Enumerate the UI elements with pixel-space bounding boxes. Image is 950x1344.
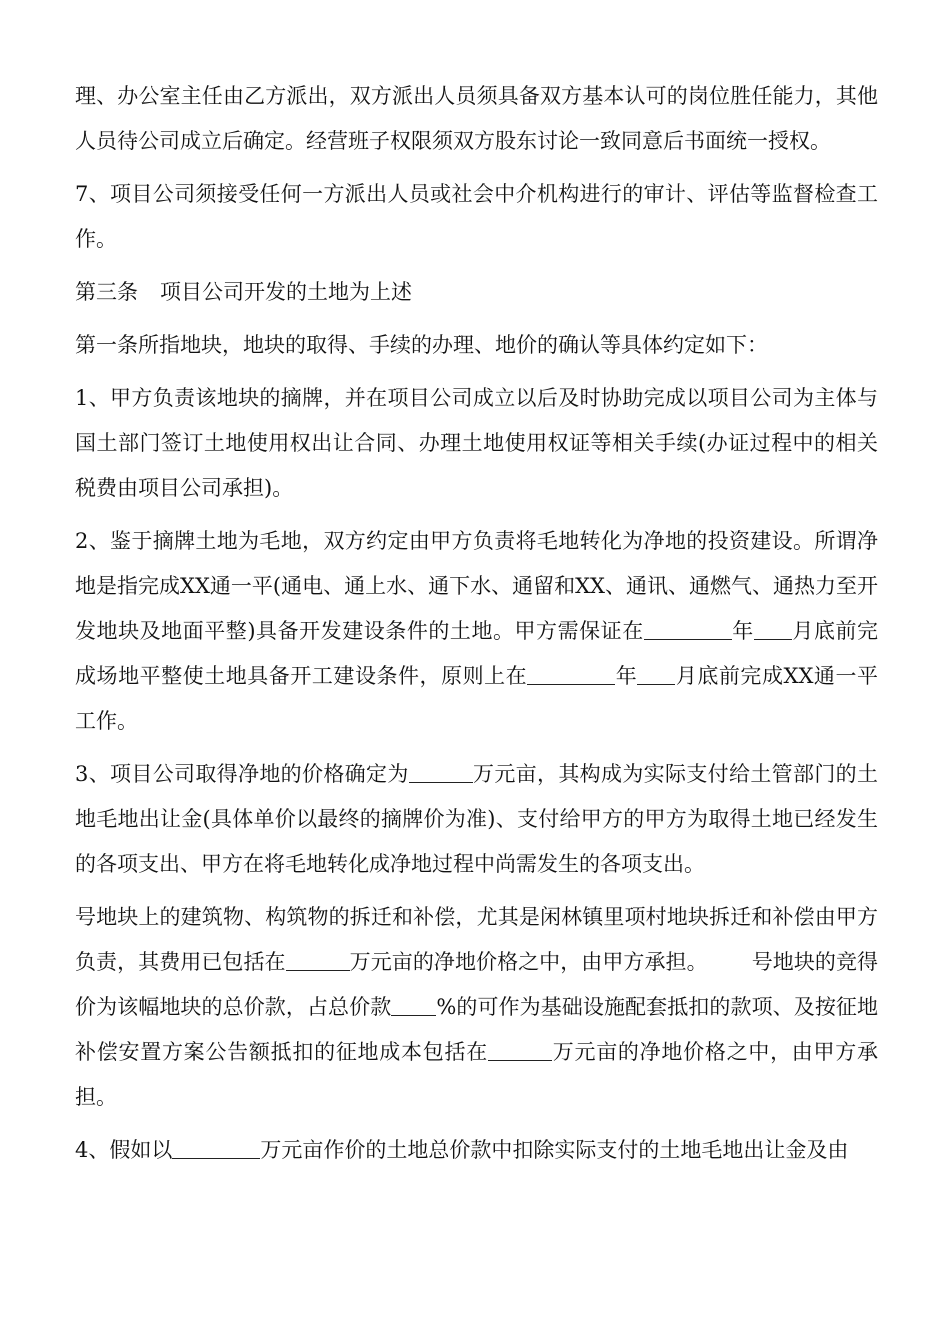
paragraph-text: 万元亩的净地价格之中，由甲方承担。 (349, 950, 708, 974)
paragraph-item-7 (75, 172, 878, 262)
paragraph-item-1 (75, 376, 878, 511)
blank-year-1 (644, 615, 732, 640)
paragraph-text: 3、项目公司取得净地的价格确定为 (75, 762, 409, 786)
paragraph-text: 万元亩的净地价格之中，由甲方承担。 (75, 1040, 879, 1109)
paragraph-text: %的可作为基础设施配套抵扣的款项、及按征地补偿安置方案公告额抵扣的征地成本包括在 (75, 995, 879, 1064)
blank-price (172, 1134, 260, 1159)
blank-price (409, 758, 473, 783)
paragraph-text: 万元亩，其构成为实际支付给土管部门的土地毛地出让金(具体单价以最终的摘牌价为准)、支付给甲方的甲方为取得土地已经发生的各项支出、甲方在将毛地转化成净地过程中尚需发生的各项支出。 (75, 762, 878, 876)
paragraph-management-team (75, 74, 878, 164)
blank-percent (391, 991, 436, 1016)
paragraph-text: 7、项目公司须接受任何一方派出人员或社会中介机构进行的审计、评估等监督检查工作。 (75, 182, 878, 251)
paragraph-text: 号地块上的建筑物、构筑物的拆迁和补偿，尤其是闲林镇里项村地块拆迁和补偿由甲方负责，其费用已包括在 (75, 905, 878, 974)
paragraph-text: 万元亩作价的土地总价款中扣除实际支付的土地毛地出让金及由 (260, 1138, 849, 1162)
paragraph-item-2 (75, 519, 878, 744)
blank-year-2 (527, 660, 615, 685)
paragraph-text: 月底前完成XX通一平工作。 (75, 664, 879, 733)
paragraph-text: 月底前完成场地平整使土地具备开工建设条件，原则上在 (75, 619, 879, 688)
article-3-heading (75, 270, 878, 315)
paragraph-text: 1、甲方负责该地块的摘牌，并在项目公司成立以后及时协助完成以项目公司为主体与国土部门签订土地使用权出让合同、办理土地使用权证等相关手续(办证过程中的相关税费由项目公司承担)。 (75, 386, 878, 500)
blank-price (286, 946, 350, 971)
paragraph-text: 理、办公室主任由乙方派出，双方派出人员须具备双方基本认可的岗位胜任能力，其他人员待公司成立后确定。经营班子权限须双方股东讨论一致同意后书面统一授权。 (75, 84, 878, 153)
paragraph-item-3 (75, 752, 878, 887)
article-title: 项目公司开发的土地为上述 (160, 280, 412, 304)
paragraph-item-4 (75, 1128, 878, 1173)
text-year: 年 (731, 619, 754, 643)
paragraph-demolition (75, 895, 878, 1120)
blank-price (488, 1036, 552, 1061)
paragraph-text: 第一条所指地块，地块的取得、手续的办理、地价的确认等具体约定如下： (75, 333, 768, 357)
paragraph-land-intro (75, 323, 878, 368)
paragraph-text: 4、假如以 (75, 1138, 173, 1162)
blank-month-2 (637, 660, 675, 685)
paragraph-text: 2、鉴于摘牌土地为毛地，双方约定由甲方负责将毛地转化为净地的投资建设。所谓净地是指完成XX通一平(通电、通上水、通下水、通留和XX、通讯、通燃气、通热力至开发地块及地面平整)具备开发建设条件的土地。甲方需保证在 (75, 529, 878, 643)
text-year: 年 (615, 664, 638, 688)
paragraph-text: 号地块的竞得价为该幅地块的总价款，占总价款 (75, 950, 879, 1019)
blank-month-1 (754, 615, 792, 640)
article-number: 第三条 (75, 280, 138, 304)
